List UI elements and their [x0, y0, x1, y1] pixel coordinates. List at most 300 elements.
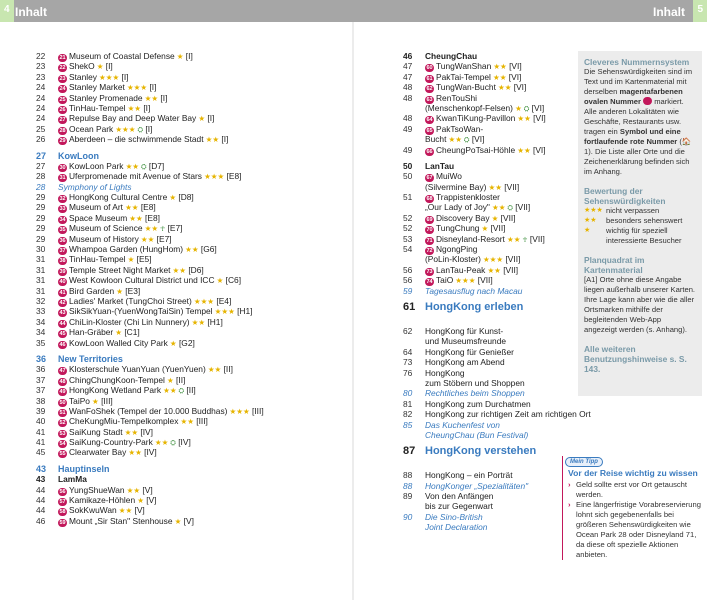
rating-stars: ★★ — [124, 485, 141, 495]
rating-stars: ★★★ — [584, 207, 603, 214]
toc-entry — [403, 347, 583, 357]
toc-entry-label: Trappistenkloster — [436, 192, 500, 203]
toc-entry — [36, 82, 346, 92]
toc-entry-text — [58, 182, 346, 192]
rating-stars: ★ — [89, 396, 99, 406]
toc-entry-label: HongKong für Kunst- — [425, 325, 504, 336]
map-grid-reference: [III] — [249, 405, 264, 416]
sight-number-marker: 51 — [59, 409, 66, 416]
toc-entry — [36, 161, 346, 171]
subsection-heading — [36, 151, 346, 161]
map-grid-reference: [E5] — [134, 254, 152, 265]
sight-number-marker: 54 — [59, 441, 66, 448]
sight-number-marker: 31 — [59, 175, 66, 182]
toc-entry-label: Rechtliches beim Shoppen — [425, 388, 525, 399]
sight-number-marker: 67 — [426, 175, 433, 182]
toc-page-number: 37 — [36, 385, 46, 396]
sight-number-marker: 72 — [426, 248, 433, 255]
toc-page-number: 53 — [403, 233, 413, 244]
toc-entry-text — [425, 420, 583, 430]
map-grid-reference: [VI] — [506, 61, 522, 72]
rating-stars: ★★ — [491, 62, 507, 72]
toc-entry-text — [425, 93, 583, 104]
sight-number-marker: 46 — [59, 341, 66, 348]
toc-entry-text — [425, 192, 583, 203]
toc-page-number: 80 — [403, 388, 413, 399]
sight-number-marker: 65 — [426, 127, 433, 134]
toc-entry-label: New Territories — [58, 353, 123, 364]
toc-entry — [36, 447, 346, 457]
toc-entry-label: bis zur Gegenwart — [425, 501, 493, 512]
toc-entry-text — [425, 512, 583, 522]
rating-stars: ★★ — [142, 93, 159, 103]
toc-page-number: 30 — [36, 244, 46, 255]
sight-number-marker: 47 — [59, 368, 66, 375]
toc-page-number: 29 — [36, 192, 46, 203]
toc-page-number: 44 — [36, 484, 46, 495]
toc-entry-label: Temple Street Night Market — [69, 264, 171, 275]
numbering-text-1: Die Sehenswürdigkeiten sind im Text und im Kartenmaterial mit derselben — [584, 67, 693, 96]
toc-entry — [36, 124, 346, 134]
toc-entry-text — [425, 481, 583, 491]
map-grid-reference: [E8] — [224, 171, 242, 182]
map-grid-reference: [E8] — [138, 202, 156, 213]
sight-number-marker: 58 — [59, 509, 66, 516]
rating-stars: ★★ — [116, 506, 133, 516]
numbering-bold-1: magentafarbenen ovalen Nummer — [584, 87, 683, 106]
section-heading — [403, 446, 583, 460]
map-grid-reference: [I] — [103, 61, 113, 72]
sight-number-marker: 36 — [59, 237, 66, 244]
toc-entry — [403, 378, 583, 388]
toc-entry — [403, 326, 583, 336]
toc-entry — [403, 481, 583, 491]
toc-entry-label: RenTouShi — [436, 92, 477, 103]
rating-stars: ★ — [113, 328, 123, 338]
sight-number-marker: 33 — [59, 206, 66, 213]
rating-stars: ★★ — [138, 234, 155, 244]
map-grid-reference: [VI] — [506, 71, 522, 82]
toc-page-number: 56 — [403, 264, 413, 275]
tipp-item — [568, 500, 702, 560]
rating-stars: ★★ — [125, 103, 142, 113]
toc-entry — [36, 385, 346, 395]
toc-entry — [36, 396, 346, 406]
toc-entry-label: und Museumsfreunde — [425, 336, 507, 347]
toc-entry — [36, 516, 346, 526]
toc-entry-label: Tagesausflug nach Macau — [425, 285, 523, 296]
section-page-number: 61 — [403, 300, 416, 313]
toc-page-number: 31 — [36, 285, 46, 296]
rating-stars: ★★ — [205, 365, 222, 375]
rating-stars: ★★ — [126, 448, 142, 458]
toc-entry-text — [58, 151, 346, 161]
rating-stars: ★★ — [152, 438, 169, 448]
toc-entry-label: Stanley — [69, 71, 97, 82]
sight-number-marker: 49 — [59, 389, 66, 396]
toc-entry-label: Hauptinseln — [58, 463, 110, 474]
toc-entry-label: TungChung — [436, 223, 480, 234]
toc-page-number: 23 — [36, 71, 46, 82]
toc-entry-label: Stanley Promenade — [69, 92, 143, 103]
toc-entry — [36, 317, 346, 327]
rating-stars: ★★ — [142, 224, 159, 234]
toc-page-number: 34 — [36, 327, 46, 338]
toc-page-number: 33 — [36, 306, 46, 317]
map-grid-reference: [C1] — [122, 327, 140, 338]
toc-page-number: 59 — [403, 285, 413, 296]
toc-entry-label: „Our Lady of Joy" — [425, 202, 490, 213]
tipp-list — [568, 480, 702, 560]
toc-entry — [36, 93, 346, 103]
rating-stars: ★★★ — [212, 307, 235, 317]
map-grid-reference: [VII] — [512, 202, 531, 213]
header-bar-left — [0, 0, 353, 22]
toc-entry-label: Museum of History — [69, 233, 139, 244]
sight-number-marker: 38 — [59, 258, 66, 265]
map-grid-reference: [VII] — [488, 223, 506, 234]
rating-stars: ★★ — [446, 135, 462, 145]
toc-entry-text — [425, 124, 583, 135]
sight-number-marker: 73 — [426, 268, 433, 275]
sight-number-marker: 61 — [426, 75, 433, 82]
toc-entry-label: Aberdeen – die schwimmende Stadt — [69, 134, 204, 145]
toc-entry-text — [425, 161, 583, 171]
toc-page-number: 56 — [403, 275, 413, 286]
section-heading — [403, 302, 583, 316]
toc-entry — [403, 234, 583, 244]
usage-hint: Alle weiteren Benutzungshinweise s. S. 143. — [584, 344, 687, 374]
toc-entry — [403, 399, 583, 409]
rating-stars: ★★★ — [124, 83, 148, 93]
map-grid-reference: [E7] — [154, 233, 172, 244]
toc-entry — [403, 470, 583, 480]
toc-entry — [36, 296, 346, 306]
toc-entry — [403, 491, 583, 501]
toc-entry-label: KowLoon Park — [69, 160, 124, 171]
toc-entry-text — [425, 522, 583, 532]
toc-page-number: 73 — [403, 357, 413, 368]
toc-entry-label: TungWan-Bucht — [436, 82, 496, 93]
toc-entry — [36, 338, 346, 348]
map-grid-reference: [IV] — [138, 426, 153, 437]
toc-entry-label: Han-Gräber — [69, 327, 114, 338]
toc-page-number: 22 — [36, 51, 46, 61]
rating-stars: ★★ — [584, 217, 597, 224]
toc-page-number: 34 — [36, 316, 46, 327]
map-grid-reference: [E8] — [142, 212, 160, 223]
map-grid-reference: [I] — [205, 113, 215, 124]
sight-number-marker: 63 — [426, 96, 433, 103]
toc-entry-label: Discovery Bay — [436, 212, 490, 223]
family-icon: ⛭ — [176, 388, 185, 396]
sight-number-marker: 27 — [59, 117, 66, 124]
toc-entry — [403, 113, 583, 123]
rating-stars: ★ — [214, 276, 224, 286]
toc-entry-label: Die Sino-British — [425, 511, 483, 522]
family-icon: ⛭ — [139, 163, 147, 171]
map-grid-reference: [I] — [141, 102, 151, 113]
toc-page-number: 38 — [36, 395, 46, 406]
marker-sample-icon — [643, 97, 652, 105]
sight-number-marker: 37 — [59, 248, 66, 255]
sight-number-marker: 39 — [59, 268, 66, 275]
rating-stars: ★★ — [123, 161, 140, 171]
rating-stars: ★★ — [490, 72, 507, 82]
toc-entry — [403, 72, 583, 82]
rating-stars: ★ — [125, 255, 135, 265]
toc-page-number: 28 — [36, 171, 46, 182]
map-grid-reference: [I] — [158, 92, 168, 103]
map-grid-reference: [VI] — [530, 113, 546, 124]
sight-number-marker: 32 — [59, 196, 66, 203]
toc-page-number: 41 — [36, 426, 46, 437]
toc-page-number: 50 — [403, 160, 413, 171]
map-grid-reference: [I] — [143, 123, 153, 134]
map-grid-reference: [III] — [98, 395, 113, 406]
toc-entry-label: SokKwuWan — [69, 505, 117, 516]
toc-entry-label: Bucht — [425, 134, 447, 145]
toc-entry-label: Disneyland-Resort — [436, 233, 505, 244]
toc-page-number: 49 — [403, 144, 413, 155]
toc-entry-label: PakTai-Tempel — [436, 71, 491, 82]
sight-number-marker: 22 — [59, 65, 66, 72]
toc-entry-text — [58, 474, 346, 484]
sight-number-marker: 62 — [426, 86, 433, 93]
toc-entry-label: NgongPing — [436, 244, 478, 255]
toc-page-number: 36 — [36, 364, 46, 375]
toc-entry-text — [425, 409, 591, 419]
rating-description: wichtig für speziell interessierte Besucher — [606, 226, 682, 245]
sight-number-marker: 74 — [426, 279, 433, 286]
toc-entry-text — [425, 430, 583, 440]
toc-entry — [36, 103, 346, 113]
map-grid-reference: [D6] — [186, 264, 204, 275]
toc-entry-label: HongKong zum Durchatmen — [425, 398, 531, 409]
toc-page-number: 62 — [403, 325, 413, 336]
toc-page-number: 41 — [36, 437, 46, 448]
rating-description: besonders sehenswert — [606, 216, 683, 225]
toc-entry — [403, 134, 583, 144]
rating-stars: ★★ — [122, 427, 139, 437]
toc-entry-text — [425, 171, 583, 182]
toc-page-number: 23 — [36, 61, 46, 72]
sight-number-marker: 53 — [59, 430, 66, 437]
toc-page-number: 36 — [36, 353, 47, 364]
toc-entry — [36, 327, 346, 337]
toc-entry-label: KowLoon — [58, 150, 99, 161]
toc-entry — [36, 437, 346, 447]
toc-entry — [36, 182, 346, 192]
map-title: Planquadrat im Kartenmaterial — [584, 255, 645, 275]
sight-number-marker: 25 — [59, 96, 66, 103]
toc-page-number: 37 — [36, 374, 46, 385]
sight-number-marker: 64 — [426, 117, 433, 124]
toc-entry — [36, 265, 346, 275]
sight-number-marker: 23 — [59, 75, 66, 82]
sight-number-marker: 41 — [59, 289, 66, 296]
toc-entry — [403, 51, 583, 61]
toc-entry — [36, 254, 346, 264]
rating-title: Bewertung der Sehenswürdigkeiten — [584, 186, 666, 206]
toc-entry-text — [425, 388, 583, 398]
toc-page-number: 24 — [36, 82, 46, 93]
page-number-right: 5 — [697, 4, 703, 15]
toc-entry — [403, 182, 583, 192]
toc-entry-label: Whampoa Garden (HungHom) — [69, 244, 184, 255]
map-grid-reference: [E4] — [214, 295, 232, 306]
rating-stars: ★ — [167, 193, 177, 203]
sight-number-marker: 30 — [59, 164, 66, 171]
toc-page-number: 76 — [403, 367, 413, 378]
toc-entry-label: YungShueWan — [69, 484, 125, 495]
toc-entry-text — [425, 51, 583, 61]
map-grid-reference: [H1] — [234, 306, 253, 317]
toc-entry-text — [425, 286, 583, 296]
toc-page-number: 44 — [36, 505, 46, 516]
tipp-item — [568, 480, 702, 500]
toc-entry — [403, 223, 583, 233]
sight-number-marker: 43 — [59, 310, 66, 317]
sight-number-marker: 48 — [59, 378, 66, 385]
family-icon: ☥ — [158, 226, 166, 234]
numbering-text — [584, 67, 696, 177]
toc-entry-label: TaiO — [436, 275, 454, 286]
toc-page-number: 46 — [403, 51, 413, 61]
toc-entry — [36, 495, 346, 505]
toc-entry-label: Clearwater Bay — [69, 447, 127, 458]
rating-stars: ★★ — [178, 417, 194, 427]
toc-entry — [403, 357, 583, 367]
toc-entry-label: HongKong – ein Porträt — [425, 470, 513, 481]
toc-page-number: 29 — [36, 223, 46, 234]
toc-entry-text — [425, 378, 583, 388]
toc-entry — [403, 192, 583, 202]
toc-entry — [36, 406, 346, 416]
toc-entry-text — [425, 470, 583, 480]
toc-entry — [403, 420, 583, 430]
toc-entry — [36, 474, 346, 484]
toc-entry-text — [425, 357, 583, 367]
rating-stars: ★★ — [127, 213, 143, 223]
toc-entry-label: Joint Declaration — [425, 522, 488, 533]
toc-entry — [36, 306, 346, 316]
map-grid-reference: [VII] — [501, 181, 520, 192]
toc-entry-text — [425, 336, 583, 346]
rating-stars: ★★★ — [191, 296, 215, 306]
toc-entry-label: LanTau-Peak — [436, 264, 486, 275]
map-grid-reference: [VII] — [500, 264, 519, 275]
toc-entry-label: Museum of Art — [69, 202, 123, 213]
toc-entry-text — [58, 134, 346, 145]
toc-entry-label: Uferpromenade mit Avenue of Stars — [69, 171, 202, 182]
map-grid-reference: [D8] — [176, 192, 194, 203]
toc-entry — [403, 82, 583, 92]
sight-number-marker: 69 — [426, 216, 433, 223]
toc-entry — [36, 51, 346, 61]
toc-entry — [403, 512, 583, 522]
rating-stars: ★★ — [123, 203, 139, 213]
toc-entry-label: KwanTiKung-Pavillon — [436, 113, 516, 124]
toc-page-number: 85 — [403, 419, 413, 430]
toc-entry-text — [425, 326, 583, 336]
toc-entry-label: TinHau-Tempel — [69, 254, 126, 265]
rating-stars: ★ — [174, 52, 184, 61]
map-grid-reference: [VII] — [527, 233, 545, 244]
toc-page-number: 88 — [403, 470, 413, 481]
toc-entry-label: Bird Garden — [69, 285, 115, 296]
toc-entry — [403, 161, 583, 171]
toc-entry-label: Space Museum — [69, 212, 128, 223]
rating-stars: ★★ — [495, 83, 512, 93]
toc-entry — [36, 485, 346, 495]
numbering-text-3: (🏠1). Die Liste aller Orte und die Zeichenerklärung befinden sich im Anhang. — [584, 137, 692, 176]
sight-number-marker: 42 — [59, 299, 66, 306]
toc-entry — [36, 427, 346, 437]
map-grid-reference: [VII] — [503, 254, 521, 265]
toc-page-number: 43 — [36, 463, 47, 474]
toc-entry-label: WanFoShek (Tempel der 10.000 Buddhas) — [69, 405, 228, 416]
header-bar-right — [353, 0, 707, 22]
rating-stars: ★ — [167, 338, 177, 348]
sight-number-marker: 28 — [59, 127, 66, 134]
toc-entry — [36, 113, 346, 123]
toc-entry-label: Repulse Bay and Deep Water Bay — [69, 113, 197, 124]
toc-page-number: 27 — [36, 160, 46, 171]
toc-entry — [403, 202, 583, 212]
toc-entry-label: HongKong für Genießer — [425, 346, 514, 357]
toc-page-number: 47 — [403, 71, 413, 82]
rating-stars: ★ — [512, 103, 522, 113]
rating-description: nicht verpassen — [606, 206, 660, 215]
rating-stars: ★★★ — [480, 255, 504, 265]
map-grid-reference: [I] — [119, 71, 129, 82]
toc-page-number: 82 — [403, 409, 413, 420]
toc-entry-label: PakTsoWan- — [436, 123, 484, 134]
toc-page-number: 28 — [36, 181, 46, 192]
toc-entry — [403, 286, 583, 296]
toc-page-number: 27 — [36, 150, 47, 161]
rating-stars: ★ — [479, 224, 489, 234]
toc-page-number: 89 — [403, 491, 413, 502]
map-grid-reference: [IV] — [141, 447, 157, 458]
sight-number-marker: 68 — [426, 196, 433, 203]
map-grid-reference: [V] — [181, 515, 194, 526]
header-title-left: Inhalt — [15, 5, 47, 19]
toc-entry — [403, 244, 583, 254]
sight-number-marker: 44 — [59, 320, 66, 327]
sight-number-marker: 26 — [59, 106, 66, 113]
toc-entry-label: ShekO — [69, 61, 95, 72]
rating-stars: ★★★ — [227, 406, 250, 416]
section-title: HongKong verstehen — [425, 445, 537, 458]
rating-stars: ★ — [584, 227, 591, 234]
toc-page-number: 54 — [403, 244, 413, 255]
family-icon: ⛭ — [461, 137, 470, 145]
toc-entry-label: Mount „Sir Stan" Stenhouse — [69, 515, 173, 526]
toc-page-number: 31 — [36, 275, 46, 286]
toc-entry — [36, 244, 346, 254]
toc-entry-label: TaiPo — [69, 395, 90, 406]
toc-entry-text — [425, 501, 583, 511]
rating-stars: ★ — [172, 516, 182, 526]
family-icon: ⛭ — [168, 440, 176, 448]
toc-page-number: 32 — [36, 295, 46, 306]
map-grid-reference: [II] — [221, 364, 233, 375]
tipp-box — [562, 456, 702, 560]
map-grid-reference: [V] — [132, 505, 145, 516]
map-grid-reference: [G2] — [176, 337, 195, 348]
